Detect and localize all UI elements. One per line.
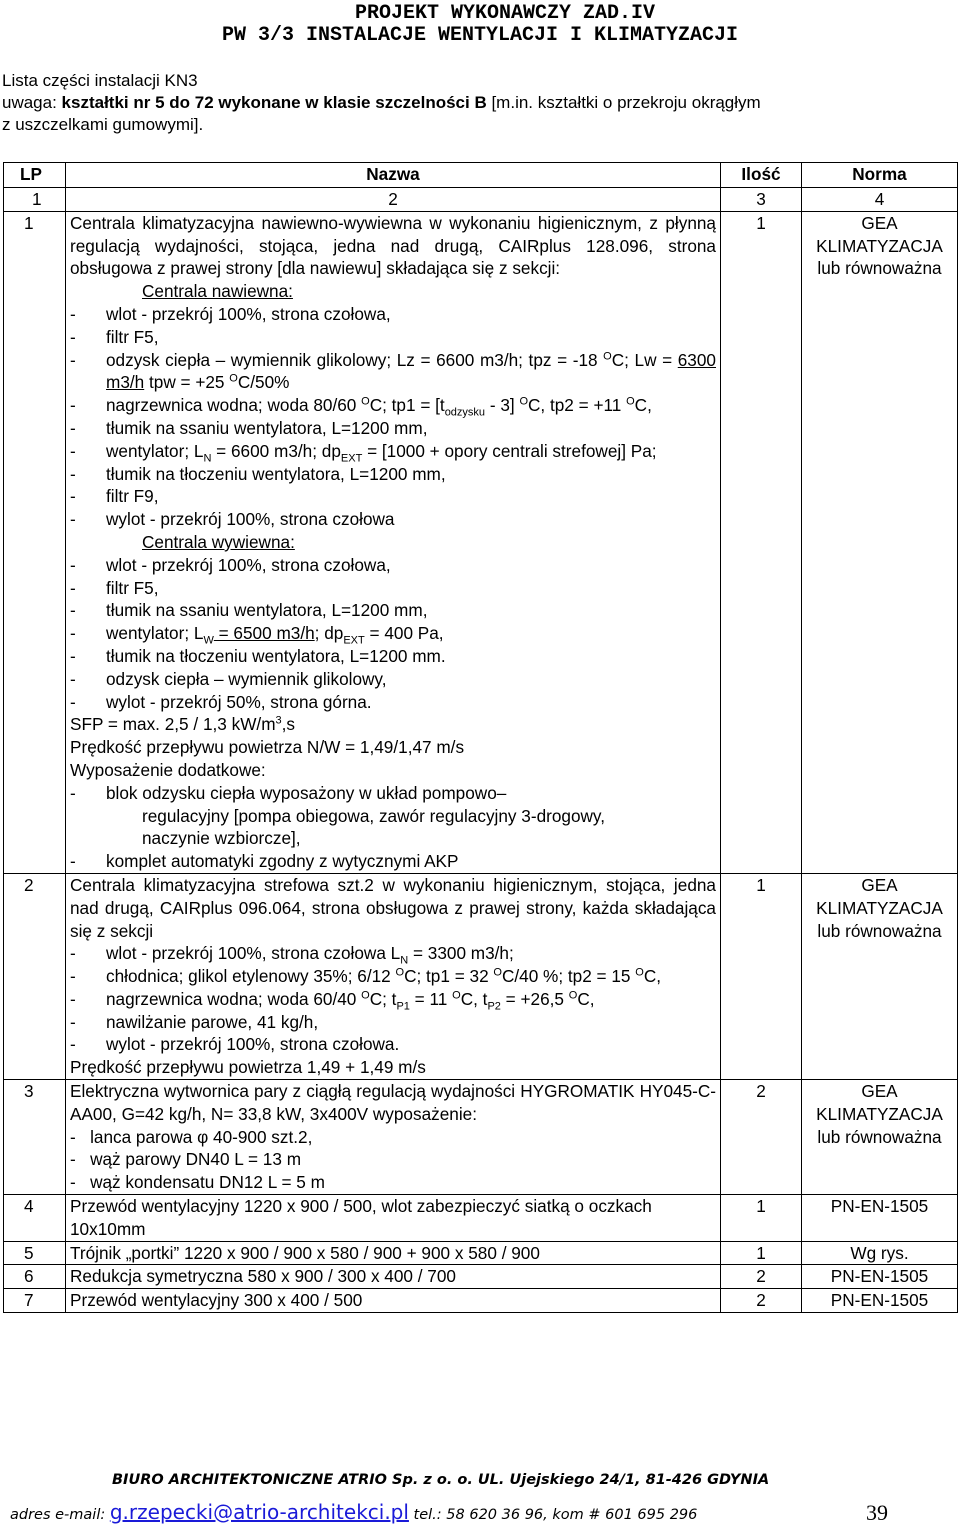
row-lp: 3 [4, 1080, 66, 1195]
parts-table [3, 162, 958, 1313]
row-qty: 1 [721, 211, 802, 873]
list-item: - odzysk ciepła – wymiennik glikolowy, [70, 668, 716, 691]
list-item-continuation: regulacyjny [pompa obiegowa, zawór regulacyjny 3-drogowy, [142, 805, 606, 826]
header-name: Nazwa [66, 163, 721, 188]
section-supply: Centrala nawiewna: [142, 281, 293, 302]
col-number: 4 [802, 188, 958, 212]
list-item: - wlot - przekrój 100%, strona czołowa, [70, 303, 716, 326]
row-description: Trójnik „portki” 1220 x 900 / 900 x 580 / 900 + 900 x 580 / 900 [66, 1241, 721, 1265]
list-item: - blok odzysku ciepła wyposażony w układ pompowo– [70, 782, 716, 805]
list-item: - wylot - przekrój 100%, strona czołowa [70, 508, 716, 531]
row-norm: PN-EN-1505 [802, 1289, 958, 1313]
table-row [4, 211, 958, 873]
column-number-row [4, 188, 958, 212]
list-item: - tłumik na tłoczeniu wentylatora, L=1200 mm, [70, 463, 716, 486]
list-item: - nawilżanie parowe, 41 kg/h, [70, 1011, 716, 1034]
row-qty: 2 [721, 1289, 802, 1313]
footer-office: BIURO ARCHITEKTONICZNE ATRIO Sp. z o. o. UL. Ujejskiego 24/1, 81-426 GDYNIA [112, 1472, 770, 1488]
row-description [66, 1080, 721, 1195]
document-subtitle: PW 3/3 INSTALACJE WENTYLACJI I KLIMATYZACJI [221, 24, 739, 47]
col-number: 3 [721, 188, 802, 212]
row-lp: 2 [4, 873, 66, 1079]
row-lp: 5 [4, 1241, 66, 1265]
row-lp: 6 [4, 1265, 66, 1289]
list-item: - filtr F5, [70, 577, 716, 600]
row-intro: Elektryczna wytwornica pary z ciągłą regulacją wydajności HYGROMATIK HY045-C-AA00, G=42 kg/h, N= 33,8 kW, 3x400V wyposażenie: [70, 1081, 716, 1124]
row-norm: Wg rys. [802, 1241, 958, 1265]
header-lp: LP [4, 163, 66, 188]
row-description [66, 211, 721, 873]
row-lp: 4 [4, 1195, 66, 1242]
row-lp: 7 [4, 1289, 66, 1313]
note-bold: kształtki nr 5 do 72 wykonane w klasie szczelności B [61, 93, 487, 112]
list-item: - tłumik na tłoczeniu wentylatora, L=1200 mm. [70, 645, 716, 668]
row-description [66, 873, 721, 1079]
row-qty: 1 [721, 1241, 802, 1265]
list-item: - wylot - przekrój 50%, strona górna. [70, 691, 716, 714]
row-qty: 2 [721, 1265, 802, 1289]
row-norm: PN-EN-1505 [802, 1265, 958, 1289]
list-item: - wylot - przekrój 100%, strona czołowa. [70, 1033, 716, 1056]
table-row [4, 1080, 958, 1195]
table-header-row [4, 163, 958, 188]
list-item: - chłodnica; glikol etylenowy 35%; 6/12 $^O$C; tp1 = 32 $^O$C/40 %; tp2 = 15 $^O$C, [70, 965, 716, 988]
row-norm: PN-EN-1505 [802, 1195, 958, 1242]
col-number: 1 [4, 188, 66, 212]
table-row [4, 1195, 958, 1242]
row-description: Przewód wentylacyjny 1220 x 900 / 500, wlot zabezpieczyć siatką o oczkach 10x10mm [66, 1195, 721, 1242]
row-qty: 1 [721, 873, 802, 1079]
list-item: - wlot - przekrój 100%, strona czołowa $L_N = 3300$ m3/h; [70, 942, 716, 965]
table-row [4, 873, 958, 1079]
row-description: Przewód wentylacyjny 300 x 400 / 500 [66, 1289, 721, 1313]
note-line-1: uwaga: kształtki nr 5 do 72 wykonane w klasie szczelności B [m.in. kształtki o przekroju okrągłym [2, 93, 761, 112]
table-row [4, 1265, 958, 1289]
table-row [4, 1241, 958, 1265]
list-item: - wentylator; $L_N = 6600$ m3/h; $dp_{EXT} = [1000$ + opory centrali strefowej] Pa; [70, 440, 716, 463]
row-norm: GEA KLIMATYZACJA lub równoważna [802, 873, 958, 1079]
row-norm: GEA KLIMATYZACJA lub równoważna [802, 1080, 958, 1195]
list-item: - nagrzewnica wodna; woda 80/60 $^O$C; $tp1 = [t_{odzysku} - 3]$ $^O$C, tp2 = +11 $^O$C, [70, 394, 716, 417]
row-lp: 1 [4, 211, 66, 873]
section-exhaust: Centrala wywiewna: [142, 531, 295, 552]
list-item: - tłumik na ssaniu wentylatora, L=1200 mm, [70, 599, 716, 622]
header-qty: Ilość [721, 163, 802, 188]
air-speed: Prędkość przepływu powietrza N/W = 1,49/1,47 m/s [70, 737, 465, 758]
row-intro: Centrala klimatyzacyjna nawiewno-wywiewna w wykonaniu higienicznym, z płynną regulacją wydajności, stojąca, jedna nad drugą, CAIRplus 128.096, strona obsługowa z prawej strony [dla nawiewu] składająca się z sekcji: [70, 212, 716, 279]
list-item: - lanca parowa φ 40-900 szt.2, [70, 1126, 313, 1147]
row-qty: 2 [721, 1080, 802, 1195]
row-description: Redukcja symetryczna 580 x 900 / 300 x 400 / 700 [66, 1265, 721, 1289]
list-item: - filtr F5, [70, 326, 716, 349]
list-item: - wąż kondensatu DN12 L = 5 m [70, 1172, 325, 1193]
list-item: - wąż parowy DN40 L = 13 m [70, 1149, 302, 1170]
list-item: - komplet automatyki zgodny z wytycznymi AKP [70, 850, 716, 873]
row-norm: GEA KLIMATYZACJA lub równoważna [802, 211, 958, 873]
header-norm: Norma [802, 163, 958, 188]
footer-contact: adres e-mail: g.rzepecki@atrio-architekci.pl tel.: 58 620 36 96, kom # 601 695 296 [10, 1500, 698, 1524]
note-line-2: z uszczelkami gumowymi]. [2, 115, 204, 134]
list-item: - nagrzewnica wodna; woda 60/40 $^O$C; $t_{P1} = 11$ $^O$C, $t_{P2} = +26,5$ $^O$C, [70, 988, 716, 1011]
page-number: 39 [866, 1500, 888, 1525]
list-title: Lista części instalacji KN3 [2, 71, 198, 90]
extra-title: Wyposażenie dodatkowe: [70, 759, 266, 780]
list-item: - tłumik na ssaniu wentylatora, L=1200 mm, [70, 417, 716, 440]
list-item-continuation: naczynie wzbiorcze], [142, 828, 301, 849]
document-title: PROJEKT WYKONAWCZY ZAD.IV [354, 2, 656, 25]
sfp-value: SFP = max. 2,5 / 1,3 $kW/m^3,s$ [70, 714, 296, 735]
air-speed: Prędkość przepływu powietrza 1,49 + 1,49 m/s [70, 1057, 426, 1078]
row-qty: 1 [721, 1195, 802, 1242]
list-item: - wlot - przekrój 100%, strona czołowa, [70, 554, 716, 577]
list-item: - wentylator; $L_W = 6500$ m3/h; $dp_{EXT} = 400$ Pa, [70, 622, 716, 645]
table-row [4, 1289, 958, 1313]
col-number: 2 [66, 188, 721, 212]
email-link[interactable]: g.rzepecki@atrio-architekci.pl [109, 1500, 409, 1524]
list-item: - filtr F9, [70, 485, 716, 508]
row-intro: Centrala klimatyzacyjna strefowa szt.2 w wykonaniu higienicznym, stojąca, jedna nad drugą, CAIRplus 096.064, strona obsługowa z prawej strony, każda składająca się z sekcji [70, 874, 716, 941]
list-item: - odzysk ciepła – wymiennik glikolowy; Lz = 6600 m3/h; tpz = -18 $^O$C; Lw = 6300 m3/h tpw = +25 $^O$C/50% [70, 349, 716, 395]
